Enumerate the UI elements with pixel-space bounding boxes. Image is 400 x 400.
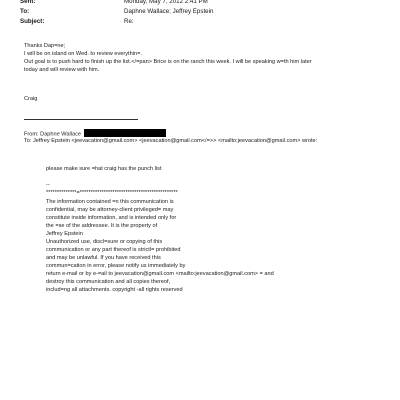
disclaimer-stars: **************=********************************************* bbox=[46, 190, 178, 196]
subject-value: Re: bbox=[124, 18, 134, 25]
disclaimer-line: the =se of the addressee. It is the property of bbox=[46, 223, 158, 229]
greeting: Thanks Dap=ne; bbox=[24, 43, 66, 49]
quoted-to-line: To: Jeffrey Epstein <jeevacation@gmail.com> <jeevacation@gmail.com</=>> <mailto:jeevacation@gmail.com> wrote: bbox=[24, 138, 318, 144]
quoted-message: please make sure =hat craig has the punch list bbox=[46, 166, 162, 172]
signature-divider bbox=[24, 119, 138, 120]
disclaimer-line: destroy this communication and all copies thereof, bbox=[46, 279, 171, 285]
disclaimer-line: constitute inside information, and is intended only for bbox=[46, 215, 177, 221]
disclaimer-line: confidential, may be attorney-client privileged= may bbox=[46, 207, 174, 213]
sent-label: Sent: bbox=[20, 0, 36, 5]
disclaimer-line: includ=ng all attachments. copyright -all rights reserved bbox=[46, 287, 183, 293]
body-line-3: today and will review with him. bbox=[24, 67, 100, 73]
redaction-bar bbox=[84, 129, 166, 137]
quoted-from-text: From: Daphne Wallace bbox=[24, 131, 81, 138]
body-line-1: I will be on island on Wed. to review everythin=. bbox=[24, 51, 142, 57]
disclaimer-line: Jeffrey Epstein bbox=[46, 231, 83, 237]
to-label: To: bbox=[20, 8, 30, 15]
disclaimer-line: commun=cation in error, please notify us immediately by bbox=[46, 263, 186, 269]
disclaimer-line: return e-mail or by e-=ail to jeevacation@gmail.com <mailto:jeevacation@gmail.com> = and bbox=[46, 271, 274, 277]
disclaimer-line: The information contained =n this communication is bbox=[46, 199, 174, 205]
signoff: Craig bbox=[24, 96, 38, 102]
sent-value: Monday, May 7, 2012 2:41 PM bbox=[124, 0, 208, 5]
quoted-ellipsis: -- bbox=[46, 182, 50, 188]
disclaimer-line: communication or any part thereof is strictl= prohibited bbox=[46, 247, 181, 253]
disclaimer-line: Unauthorized use, discl=sure or copying of this bbox=[46, 239, 163, 245]
to-value: Daphne Wallace; Jeffrey Epstein bbox=[124, 8, 214, 15]
subject-label: Subject: bbox=[20, 18, 45, 25]
disclaimer-line: and may be unlawful. If you have received this bbox=[46, 255, 161, 261]
body-line-2: Out goal is to push hard to finish up the list.</=pan> Brice is on the ranch this week. I will be speaking w=th him later bbox=[24, 59, 312, 65]
